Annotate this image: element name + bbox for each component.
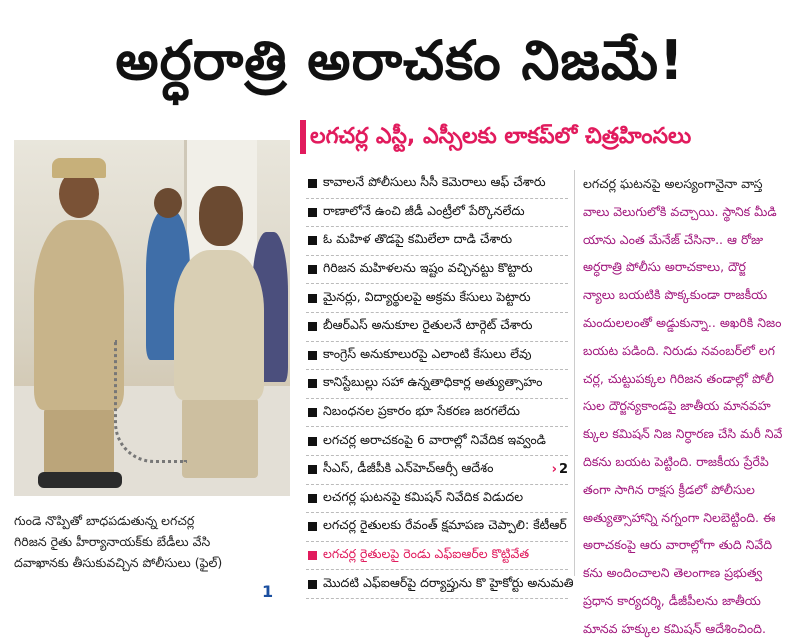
- headline: అర్ధరాత్రి అరాచకం నిజమే!: [115, 29, 685, 92]
- photo-police-officer: [34, 220, 124, 410]
- bullet-text: ఓ మహిళ తొడపై కమిలేలా దాడి చేశారు: [323, 231, 513, 247]
- bullet-item: [306, 456, 568, 485]
- body-line: మానవ హక్కుల కమిషన్ ఆదేశించింది.: [583, 620, 766, 636]
- bullet-text: గిరిజన మహిళలను ఇష్టం వచ్చినట్టు కొట్టారు: [323, 260, 533, 276]
- bullet-item: [306, 427, 568, 456]
- caption-line: దవాఖానకు తీసుకువచ్చిన పోలీసులు (ఫైల్): [14, 555, 223, 570]
- bullet-square-icon: [308, 580, 317, 589]
- bullet-text: సీఎస్, డీజీపీకి ఎన్‌హెచ్ఆర్సీ ఆదేశం: [323, 460, 494, 476]
- bullet-square-icon: [308, 294, 317, 303]
- bullet-item: [306, 313, 568, 342]
- bullet-item: [306, 485, 568, 514]
- page-ref-number: 2: [558, 462, 568, 478]
- bullet-square-icon: [308, 236, 317, 245]
- bullet-text: లచగర్ల ఘటనపై కమిషన్ నివేదిక విడుదల: [323, 488, 524, 504]
- bullet-item: [306, 570, 574, 599]
- bullet-item: [306, 342, 568, 371]
- bullet-text: మైనర్లు, విద్యార్థులపై అక్రమ కేసులు పెట్టారు: [323, 288, 531, 304]
- caption-line: గుండె నొప్పితో బాధపడుతున్న లగచర్ల: [14, 513, 195, 528]
- bullet-text: లగచర్ల రైతులకు రేవంత్ క్షమాపణ చెప్పాలి: కేటీఆర్: [323, 517, 567, 533]
- page-ref-arrow: ›: [551, 462, 557, 478]
- body-line: మందులలంతో అడ్డుకున్నా.. అఖరికి నిజం: [583, 314, 782, 330]
- body-line: లగచర్ల ఘటనపై అలస్యంగానైనా వాస్త: [583, 176, 763, 191]
- bullet-square-icon: [308, 465, 317, 474]
- bullet-item: [306, 370, 568, 399]
- body-line: చర్ల, చుట్టుపక్కల గిరిజన తండాల్లో పోలీ: [583, 370, 774, 386]
- bullet-square-icon: [308, 351, 317, 360]
- body-line: క్కుల కమిషన్ నిజ నిర్ధారణ చేసి మరీ నివే: [583, 426, 783, 442]
- body-line: అత్యుత్సాహాన్ని నగ్నంగా నిలబెట్టింది. ఈ: [583, 509, 776, 525]
- body-line: దికను బయట పెట్టింది. రాజకీయ ప్రేరేపి: [583, 453, 769, 469]
- photo-police-cap: [52, 158, 106, 178]
- bullet-square-icon: [308, 551, 317, 560]
- bullet-square-icon: [308, 522, 317, 531]
- photo-handcuff-chain: [114, 340, 187, 463]
- bullet-square-icon: [308, 408, 317, 417]
- bullet-item: [306, 199, 568, 228]
- bullet-square-icon: [308, 437, 317, 446]
- body-line: బయట పడింది. నిరుడు నవంబర్‌లో లగ: [583, 342, 775, 358]
- bullet-item: [306, 284, 568, 313]
- bullet-square-icon: [308, 379, 317, 388]
- photo-police-legs: [44, 408, 114, 478]
- photo-farmer: [174, 250, 264, 400]
- article-body: [574, 170, 788, 636]
- body-line: వాలు వెలుగులోకి వచ్చాయి. స్థానిక మీడి: [583, 203, 777, 219]
- bullet-text: బీఆర్ఎస్ అనుకూల రైతులనే టార్గెట్ చేశారు: [323, 317, 533, 333]
- bullet-item: [306, 256, 568, 285]
- bullet-text: లగచర్ల రైతులపై రెండు ఎఫ్ఐఆర్‌ల కొట్టివేత: [323, 546, 530, 562]
- body-line: కను అందించాలని తెలంగాణ ప్రభుత్వ: [583, 565, 763, 581]
- photo-bystander-head: [154, 188, 182, 218]
- subheadline: లగచర్ల ఎస్టీ, ఎస్సీలకు లాకప్‌లో చిత్రహింసలు: [310, 124, 692, 149]
- bullet-text: రాణాలోనే ఉంచి జీడీ ఎంట్రీలో పేర్కొనలేదు: [323, 202, 525, 218]
- photo-wall-label: 1: [262, 582, 274, 601]
- bullet-square-icon: [308, 322, 317, 331]
- body-line: అరాచకంపై ఆరు వారాల్లోగా తుది నివేది: [583, 537, 773, 553]
- body-line: ప్రధాన కార్యదర్శి, డీజీపీలను జాతీయ: [583, 592, 761, 608]
- bullet-item: [306, 513, 568, 542]
- bullet-item: [306, 227, 568, 256]
- bullet-square-icon: [308, 179, 317, 188]
- bullet-text: మొదటి ఎఫ్ఐఆర్‌పై దర్యాప్తును కొ హైకోర్టు అనుమతి: [323, 574, 574, 590]
- bullet-item: [306, 542, 568, 571]
- bullet-text: కాంగ్రెస్ అనుకూలురపై ఎలాంటి కేసులు లేవు: [323, 345, 532, 361]
- bullet-text: కానిస్టేబుల్లు సహా ఉన్నతాధికార్ల అత్యుత్సాహం: [323, 374, 543, 390]
- bullet-item: [306, 399, 568, 428]
- bullet-text: లగచర్ల అరాచకంపై 6 వారాల్లో నివేదిక ఇవ్వండి: [323, 431, 546, 447]
- bullet-square-icon: [308, 265, 317, 274]
- bullet-list: [306, 170, 574, 590]
- photo-farmer-head: [199, 186, 243, 246]
- body-line: న్యాలు బయటికి పొక్కకుండా రాజకీయ: [583, 287, 768, 303]
- bullet-square-icon: [308, 494, 317, 503]
- photo-farmer-legs: [182, 398, 258, 478]
- photo-police-shoes: [38, 472, 122, 488]
- bullet-text: కావాలనే పోలీసులు సీసీ కెమెరాలు ఆఫ్ చేశారు: [323, 174, 546, 190]
- body-line: తంగా సాగిన రాక్షస క్రీడలో పోలీసుల: [583, 481, 755, 497]
- body-line: అర్ధరాత్రి పోలీసు అరాచకాలు, దౌర్జ: [583, 259, 746, 275]
- bullet-item: [306, 170, 568, 199]
- body-line: యాను ఎంత మేనేజ్ చేసినా.. ఆ రోజు: [583, 231, 764, 247]
- photo-caption: [14, 510, 294, 574]
- body-line: సుల దౌర్జన్యకాండపై జాతీయ మానవహ: [583, 398, 771, 414]
- caption-line: గిరిజన రైతు హీర్యానాయక్‌కు బేడీలు వేసి: [14, 534, 211, 549]
- bullet-square-icon: [308, 208, 317, 217]
- bullet-text: నిబంధనల ప్రకారం భూ సేకరణ జరగలేదు: [323, 403, 520, 419]
